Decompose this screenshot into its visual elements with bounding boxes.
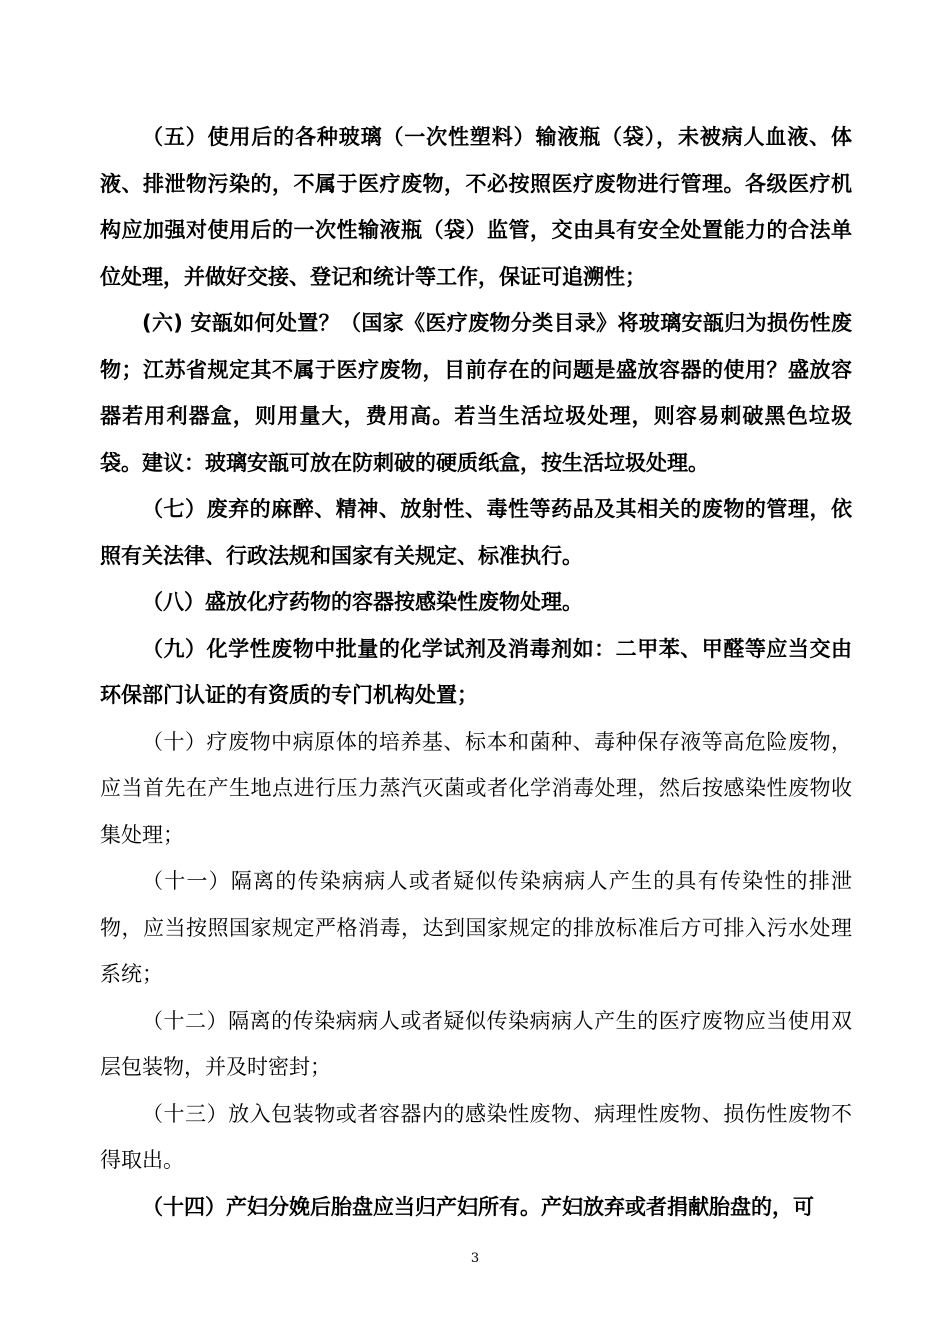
- page-number: 3: [470, 1251, 480, 1266]
- paragraph-6: (六) 安瓿如何处置？（国家《医疗废物分类目录》将玻璃安瓿归为损伤性废物；江苏省规定其不属于医疗废物，目前存在的问题是盛放容器的使用？盛放容器若用利器盒，则用量大，费用高。若当生活垃圾处理，则容易刺破黑色垃圾袋。建议：玻璃安瓿可放在防刺破的硬质纸盒，按生活垃圾处理。: [100, 311, 852, 475]
- paragraph-5: （五）使用后的各种玻璃（一次性塑料）输液瓶（袋），未被病人血液、体液、排泄物污染的，不属于医疗废物，不必按照医疗废物进行管理。各级医疗机构应加强对使用后的一次性输液瓶（袋）监管，交由具有安全处置能力的合法单位处理，并做好交接、登记和统计等工作，保证可追溯性；: [100, 125, 852, 289]
- paragraph-13: （十三）放入包装物或者容器内的感染性废物、病理性废物、损伤性废物不得取出。: [100, 1101, 852, 1172]
- paragraph-7: （七）废弃的麻醉、精神、放射性、毒性等药品及其相关的废物的管理，依照有关法律、行政法规和国家有关规定、标准执行。: [100, 497, 852, 568]
- document-body: [100, 114, 852, 1230]
- paragraph-12: （十二）隔离的传染病病人或者疑似传染病病人产生的医疗废物应当使用双层包装物，并及时密封；: [100, 1008, 852, 1079]
- paragraph-14: （十四）产妇分娩后胎盘应当归产妇所有。产妇放弃或者捐献胎盘的，可: [142, 1194, 814, 1219]
- paragraph-9: （九）化学性废物中批量的化学试剂及消毒剂如：二甲苯、甲醛等应当交由环保部门认证的有资质的专门机构处置；: [100, 636, 852, 707]
- paragraph-10: （十）疗废物中病原体的培养基、标本和菌种、毒种保存液等高危险废物，应当首先在产生地点进行压力蒸汽灭菌或者化学消毒处理，然后按感染性废物收集处理；: [100, 729, 852, 847]
- paragraph-11: （十一）隔离的传染病病人或者疑似传染病病人产生的具有传染性的排泄物，应当按照国家规定严格消毒，达到国家规定的排放标准后方可排入污水处理系统；: [100, 869, 852, 986]
- paragraph-8: （八）盛放化疗药物的容器按感染性废物处理。: [142, 590, 583, 614]
